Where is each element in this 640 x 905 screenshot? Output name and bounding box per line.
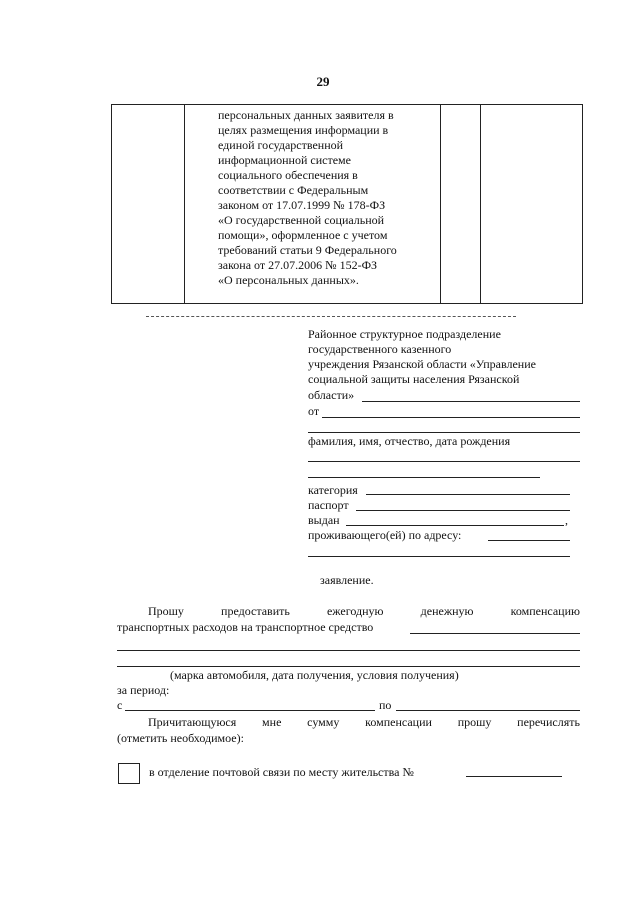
transfer-word-3: сумму <box>307 715 340 729</box>
table-cell-line: закона от 27.07.2006 № 152-ФЗ <box>218 258 378 272</box>
request-word-2: предоставить <box>221 604 290 618</box>
table-top-border <box>111 104 582 105</box>
vehicle-blank-2[interactable] <box>117 650 580 651</box>
issued-blank[interactable] <box>346 525 564 526</box>
transfer-line-2: (отметить необходимое): <box>117 731 244 745</box>
from-label: от <box>308 404 320 418</box>
fio-blank-1[interactable] <box>308 461 580 462</box>
vehicle-blank-3[interactable] <box>117 666 580 667</box>
table-cell-line: целях размещения информации в <box>218 123 389 137</box>
request-line-1 <box>148 604 580 619</box>
request-word-5: компенсацию <box>510 604 580 618</box>
transfer-word-5: прошу <box>457 715 492 729</box>
fio-blank-2[interactable] <box>308 477 540 478</box>
table-cell-line: «О государственной социальной <box>218 213 385 227</box>
option-post-label: в отделение почтовой связи по месту жительства № <box>149 765 414 779</box>
period-label: за период: <box>117 683 170 697</box>
transfer-line-1 <box>148 715 580 730</box>
request-word-4: денежную <box>420 604 474 618</box>
table-col-line-5 <box>582 104 583 304</box>
period-from-blank[interactable] <box>125 710 375 711</box>
table-cell-line: помощи», оформленное с учетом <box>218 228 388 242</box>
statement-title: заявление. <box>320 573 374 587</box>
addressee-line-2: государственного казенного <box>308 342 452 356</box>
passport-label: паспорт <box>308 498 349 512</box>
residing-label: проживающего(ей) по адресу: <box>308 528 462 542</box>
option-post-checkbox[interactable] <box>118 763 140 784</box>
residing-blank[interactable] <box>488 540 570 541</box>
table-cell-line: соответствии с Федеральным <box>218 183 369 197</box>
period-to-label: по <box>379 698 392 712</box>
addressee-line-4: социальной защиты населения Рязанской <box>308 372 520 386</box>
transfer-word-6: перечислять <box>517 715 580 729</box>
addressee-line-1: Районное структурное подразделение <box>308 327 501 341</box>
passport-blank[interactable] <box>356 510 570 511</box>
issued-label: выдан <box>308 513 340 527</box>
table-cell-line: социального обеспечения в <box>218 168 358 182</box>
table-cell-line: единой государственной <box>218 138 344 152</box>
table-col-line-2 <box>184 104 185 304</box>
table-col-line-1 <box>111 104 112 304</box>
address-blank[interactable] <box>308 556 570 557</box>
addressee-line-5: области» <box>308 388 355 402</box>
vehicle-caption: (марка автомобиля, дата получения, условия получения) <box>170 668 459 682</box>
post-office-number-blank[interactable] <box>466 776 562 777</box>
period-to-blank[interactable] <box>396 710 580 711</box>
issued-comma: , <box>565 513 568 527</box>
table-cell-text <box>218 108 397 288</box>
table-cell-line: информационной системе <box>218 153 351 167</box>
table-cell-line: персональных данных заявителя в <box>218 108 394 122</box>
request-line-2: транспортных расходов на транспортное средство <box>117 620 374 634</box>
table-cell-line: «О персональных данных». <box>218 273 359 287</box>
transfer-word-1: Причитающуюся <box>148 715 237 729</box>
addressee-line-3: учреждения Рязанской области «Управление <box>308 357 536 371</box>
period-from-label: с <box>117 698 123 712</box>
table-cell-line: законом от 17.07.1999 № 178-ФЗ <box>218 198 386 212</box>
page-number: 29 <box>316 74 330 89</box>
table-col-line-3 <box>440 104 441 304</box>
category-label: категория <box>308 483 358 497</box>
transfer-word-4: компенсации <box>365 715 432 729</box>
addressee-blank[interactable] <box>362 401 580 402</box>
category-blank[interactable] <box>366 494 570 495</box>
request-word-3: ежегодную <box>326 604 384 618</box>
transfer-word-2: мне <box>262 715 282 729</box>
vehicle-blank-1[interactable] <box>410 633 580 634</box>
fio-caption: фамилия, имя, отчество, дата рождения <box>308 434 511 448</box>
table-col-line-4 <box>480 104 481 304</box>
table-cell-line: требований статьи 9 Федерального <box>218 243 397 257</box>
request-word-1: Прошу <box>148 604 184 618</box>
separator-dashed-line <box>146 316 516 317</box>
from-blank-2[interactable] <box>308 432 580 433</box>
from-blank[interactable] <box>322 417 580 418</box>
table-bottom-border <box>111 303 582 304</box>
